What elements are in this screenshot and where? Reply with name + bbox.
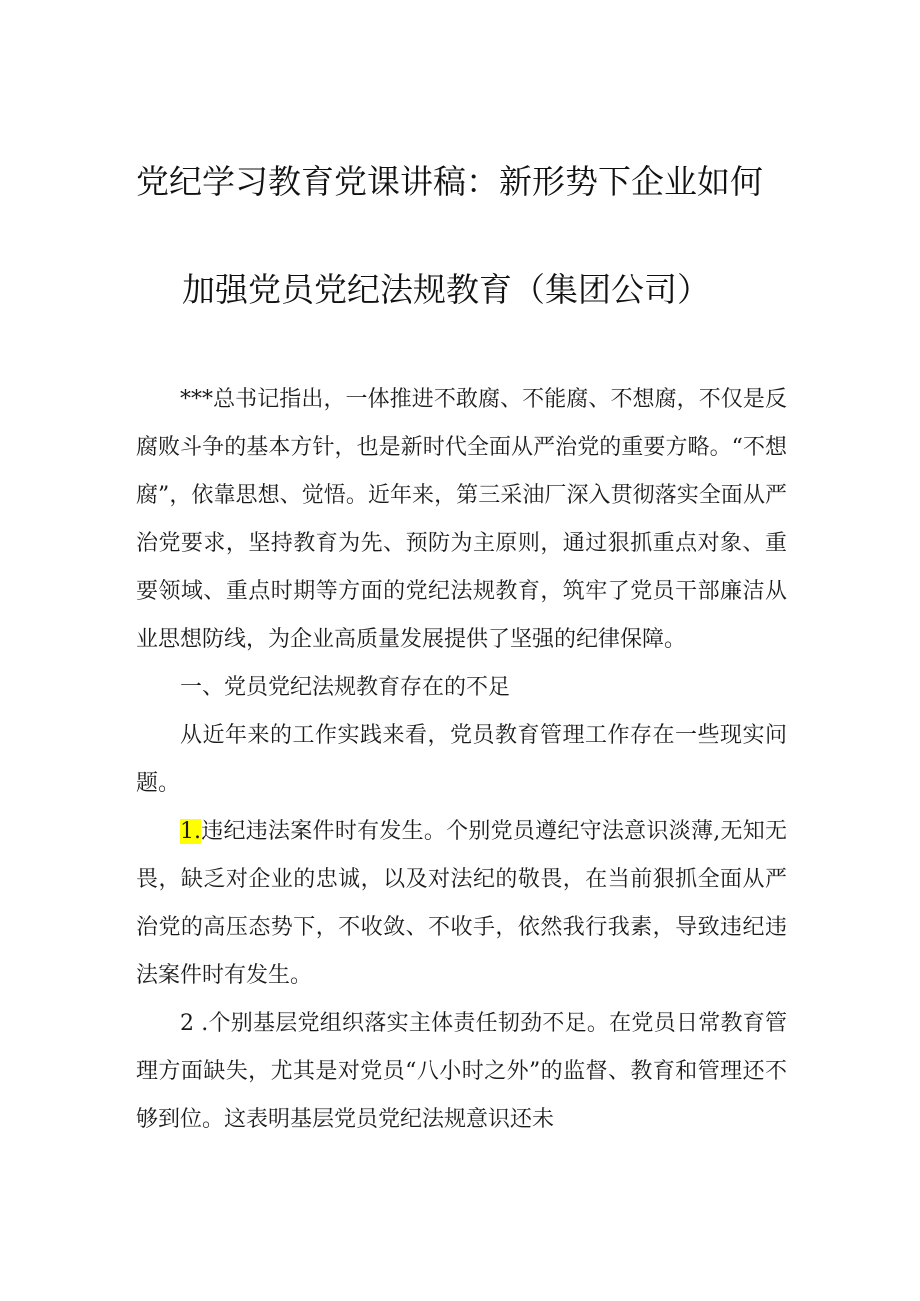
- paragraph-problems: 从近年来的工作实践来看，党员教育管理工作存在一些现实问题。: [136, 723, 787, 796]
- document-body: [136, 376, 787, 1144]
- list-item-1-number: 1.: [180, 819, 201, 844]
- paragraph-intro: ***总书记指出，一体推进不敢腐、不能腐、不想腐，不仅是反腐败斗争的基本方针，也是新时代全面从严治党的重要方略。“不想腐”，依靠思想、觉悟。近年来，第三采油厂深入贯彻落实全面从严治党要求，坚持教育为先、预防为主原则，通过狠抓重点对象、重要领域、重点时期等方面的党纪法规教育，筑牢了党员干部廉洁从业思想防线，为企业高质量发展提供了坚强的纪律保障。: [136, 387, 787, 652]
- list-item-1-text: 违纪违法案件时有发生。个别党员遵纪守法意识淡薄,无知无畏，缺乏对企业的忠诚，以及对法纪的敬畏，在当前狠抓全面从严治党的高压态势下，不收敛、不收手，依然我行我素，导致违纪违法案件时有发生。: [136, 819, 787, 988]
- document-title-line-1: 党纪学习教育党课讲稿：新形势下企业如何: [136, 162, 763, 201]
- list-item-2: 2 .个别基层党组织落实主体责任韧劲不足。在党员日常教育管理方面缺失，尤其是对党员“八小时之外”的监督、教育和管理还不够到位。这表明基层党员党纪法规意识还未: [136, 1011, 787, 1132]
- section-heading-1: 一、党员党纪法规教育存在的不足: [180, 675, 511, 700]
- list-item-1: [136, 808, 787, 1000]
- document-title-line-2: 加强党员党纪法规教育（集团公司）: [182, 270, 710, 309]
